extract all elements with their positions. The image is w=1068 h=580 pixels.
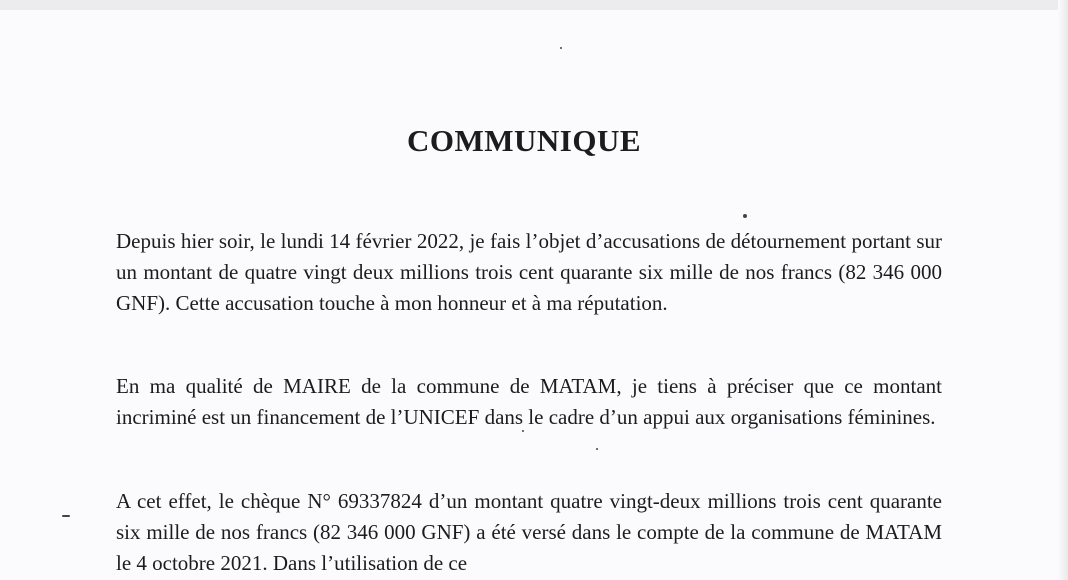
paragraph-mayor-statement: En ma qualité de MAIRE de la commune de MATAM, je tiens à préciser que ce montant incriminé est un financement de l’UNICEF dans le cadre d’un appui aux organisations féminines. [116,374,942,429]
scan-top-edge [0,0,1068,10]
scan-speck [522,430,524,432]
document-title: COMMUNIQUE [406,123,642,158]
scan-speck [596,448,598,450]
scan-speck [62,515,70,517]
scan-speck [743,214,747,218]
paragraph-accusation: Depuis hier soir, le lundi 14 février 2022, je fais l’objet d’accusations de détournement portant sur un montant de quatre vingt deux millions trois cent quarante six mille de nos francs (82 346 000 GNF). Cette accusation touche à mon honneur et à ma réputation. [116,229,942,315]
scan-right-edge [1058,0,1068,580]
scan-speck [560,47,562,49]
paragraph-cheque-details: A cet effet, le chèque N° 69337824 d’un montant quatre vingt-deux millions trois cent quarante six mille de nos francs (82 346 000 GNF) a été versé dans le compte de la commune de MATAM le 4 octobre 2021. Dans l’utilisation de ce [116,489,942,575]
